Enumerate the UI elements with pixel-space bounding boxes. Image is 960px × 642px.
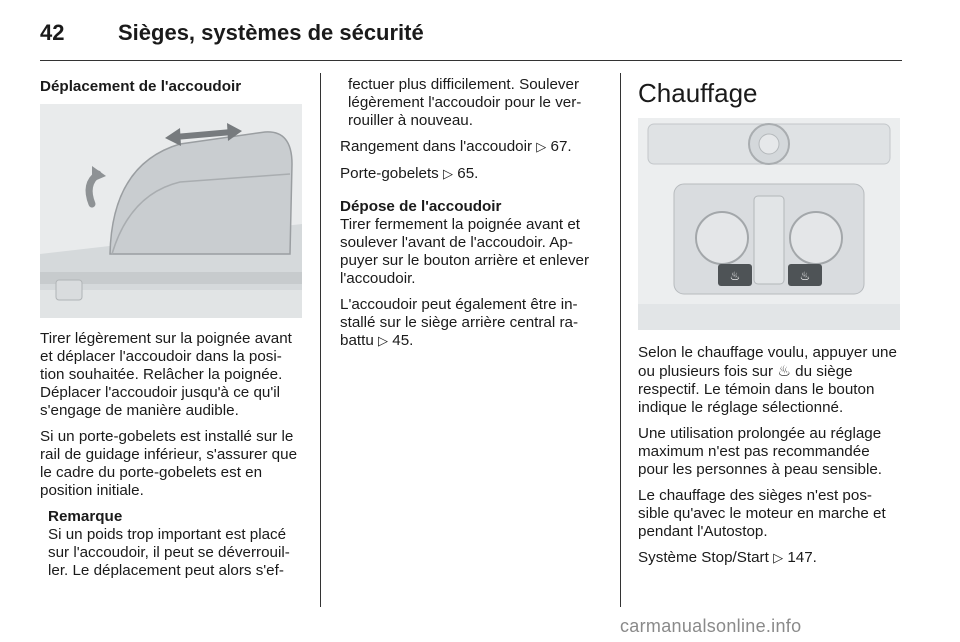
svg-text:♨: ♨ — [729, 269, 741, 283]
section-heading: Déplacement de l'accoudoir — [40, 78, 242, 95]
note-text: Si un poids trop important est placé sur l'accoudoir, il peut se déverrouil-ler. Le déplacement peut alors s'ef- — [48, 526, 290, 579]
section-title: Chauffage — [638, 78, 758, 108]
watermark: carmanualsonline.info — [620, 616, 802, 636]
cross-reference: Système Stop/Start ▷ 147. — [638, 549, 817, 566]
paragraph: Tirer légèrement sur la poignée avant et déplacer l'accoudoir dans la posi-tion souhaitée. Relâcher la poignée. Déplacer l'accoudoir jusqu'à ce qu'il s'engage de manière audible. — [40, 330, 292, 419]
paragraph: Une utilisation prolongée au réglage maximum n'est pas recommandée pour les personnes à peau sensible. — [638, 425, 883, 478]
armrest-illustration — [40, 104, 302, 318]
paragraph: Tirer fermement la poignée avant et soulever l'avant de l'accoudoir. Ap-puyer sur le bouton arrière et enlever l'accoudoir. — [340, 216, 590, 287]
reference-icon: ▷ — [443, 167, 454, 182]
reference-icon: ▷ — [536, 140, 547, 155]
page-header — [40, 20, 424, 50]
note-box — [48, 508, 306, 580]
paragraph: Le chauffage des sièges n'est pos-sible qu'avec le moteur en marche et pendant l'Autostop. — [638, 487, 886, 540]
page-number: 42 — [40, 20, 65, 45]
climate-panel-illustration — [638, 118, 900, 330]
column-divider — [620, 73, 621, 607]
section-heading: Dépose de l'accoudoir — [340, 198, 502, 215]
reference-icon: ▷ — [773, 551, 784, 566]
paragraph: L'accoudoir peut également être in-stallé sur le siège arrière central ra-battu ▷ 45. — [340, 296, 579, 349]
cross-reference: Rangement dans l'accoudoir ▷ 67. — [340, 138, 572, 155]
cross-reference: Porte-gobelets ▷ 65. — [340, 165, 479, 182]
seat-heating-icon: ♨ — [777, 362, 791, 380]
page-title: Sièges, systèmes de sécurité — [118, 20, 424, 45]
column-1 — [40, 70, 306, 580]
note-continuation: fectuer plus difficilement. Soulever légèrement l'accoudoir pour le ver-rouiller à nouveau. — [348, 76, 582, 129]
column-divider — [320, 73, 321, 607]
paragraph: Selon le chauffage voulu, appuyer une ou plusieurs fois sur ♨ du siège respectif. Le témoin dans le bouton indique le réglage sélectionné. — [638, 344, 897, 416]
note-heading: Remarque — [48, 508, 123, 525]
svg-text:♨: ♨ — [799, 269, 811, 283]
column-3 — [638, 70, 902, 576]
header-rule — [40, 60, 902, 61]
column-2 — [340, 76, 604, 359]
paragraph: Si un porte-gobelets est installé sur le rail de guidage inférieur, s'assurer que le cadre du porte-gobelets est en position initiale. — [40, 428, 298, 499]
reference-icon: ▷ — [378, 334, 389, 349]
